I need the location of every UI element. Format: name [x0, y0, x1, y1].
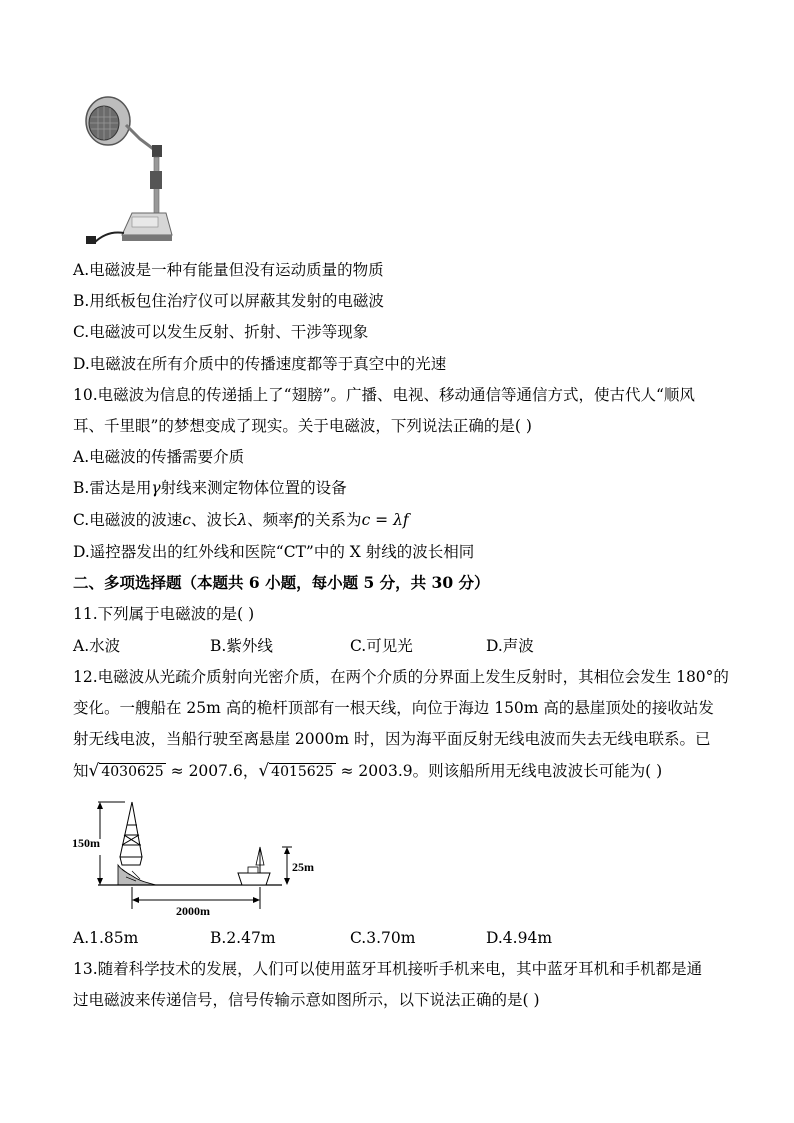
- q10-option-b: B.雷达是用γ射线来测定物体位置的设备: [73, 479, 347, 497]
- q12-option-a: A.1.85m: [73, 929, 139, 947]
- q12-figure: [70, 795, 340, 920]
- q10-stem-line1: 10.电磁波为信息的传递插上了“翅膀”。广播、电视、移动通信等通信方式，使古代人“顺风: [73, 386, 695, 404]
- q9-option-b: B.用纸板包住治疗仪可以屏蔽其发射的电磁波: [73, 292, 384, 310]
- q10-option-a: A.电磁波的传播需要介质: [73, 448, 245, 466]
- q9-option-a: A.电磁波是一种有能量但没有运动质量的物质: [73, 261, 384, 279]
- q12-option-c: C.3.70m: [350, 929, 416, 947]
- q12-option-b: B.2.47m: [210, 929, 276, 947]
- q13-stem-line1: 13.随着科学技术的发展，人们可以使用蓝牙耳机接听手机来电，其中蓝牙耳机和手机都是通: [73, 960, 703, 978]
- q12-stem-line4: 知√ 4030625 ≈ 2007.6，√ 4015625 ≈ 2003.9。则该船所用无线电波波长可能为( ): [73, 761, 663, 781]
- q12-stem-line3: 射无线电波，当船行驶至离悬崖 2000m 时，因为海平面反射无线电波而失去无线电联系。已: [73, 730, 711, 748]
- mast-height-label: 25m: [292, 860, 314, 874]
- distance-label: 2000m: [176, 904, 210, 918]
- cliff-height-label: 150m: [72, 836, 100, 850]
- q12-option-d: D.4.94m: [486, 929, 553, 947]
- sqrt-expression-1: √ 4030625: [88, 761, 164, 781]
- q11-stem: 11.下列属于电磁波的是( ): [73, 605, 255, 623]
- q10-option-d: D.遥控器发出的红外线和医院“CT”中的 X 射线的波长相同: [73, 543, 475, 561]
- q10-stem-line2: 耳、千里眼”的梦想变成了现实。关于电磁波，下列说法正确的是( ): [73, 417, 532, 435]
- q11-option-b: B.紫外线: [210, 637, 273, 655]
- q11-option-a: A.水波: [73, 637, 121, 655]
- q9-option-c: C.电磁波可以发生反射、折射、干涉等现象: [73, 323, 369, 341]
- q9-option-d: D.电磁波在所有介质中的传播速度都等于真空中的光速: [73, 355, 447, 373]
- q12-stem-line2: 变化。一艘船在 25m 高的桅杆顶部有一根天线，向位于海边 150m 高的悬崖顶处的接收站发: [73, 699, 714, 717]
- q12-stem-line1: 12.电磁波从光疏介质射向光密介质，在两个介质的分界面上发生反射时，其相位会发生 180°的: [73, 668, 729, 686]
- wave-formula: c = λf: [361, 511, 409, 529]
- q11-option-d: D.声波: [486, 637, 534, 655]
- q13-stem-line2: 过电磁波来传递信号，信号传输示意如图所示，以下说法正确的是( ): [73, 991, 540, 1009]
- sqrt-expression-2: √ 4015625: [258, 761, 334, 781]
- therapy-lamp-image: [78, 95, 174, 245]
- section-2-title: 二、多项选择题（本题共 6 小题，每小题 5 分，共 30 分）: [73, 573, 490, 592]
- q10-option-c: C.电磁波的波速c、波长λ、频率f的关系为c = λf: [73, 511, 409, 529]
- q11-option-c: C.可见光: [350, 637, 413, 655]
